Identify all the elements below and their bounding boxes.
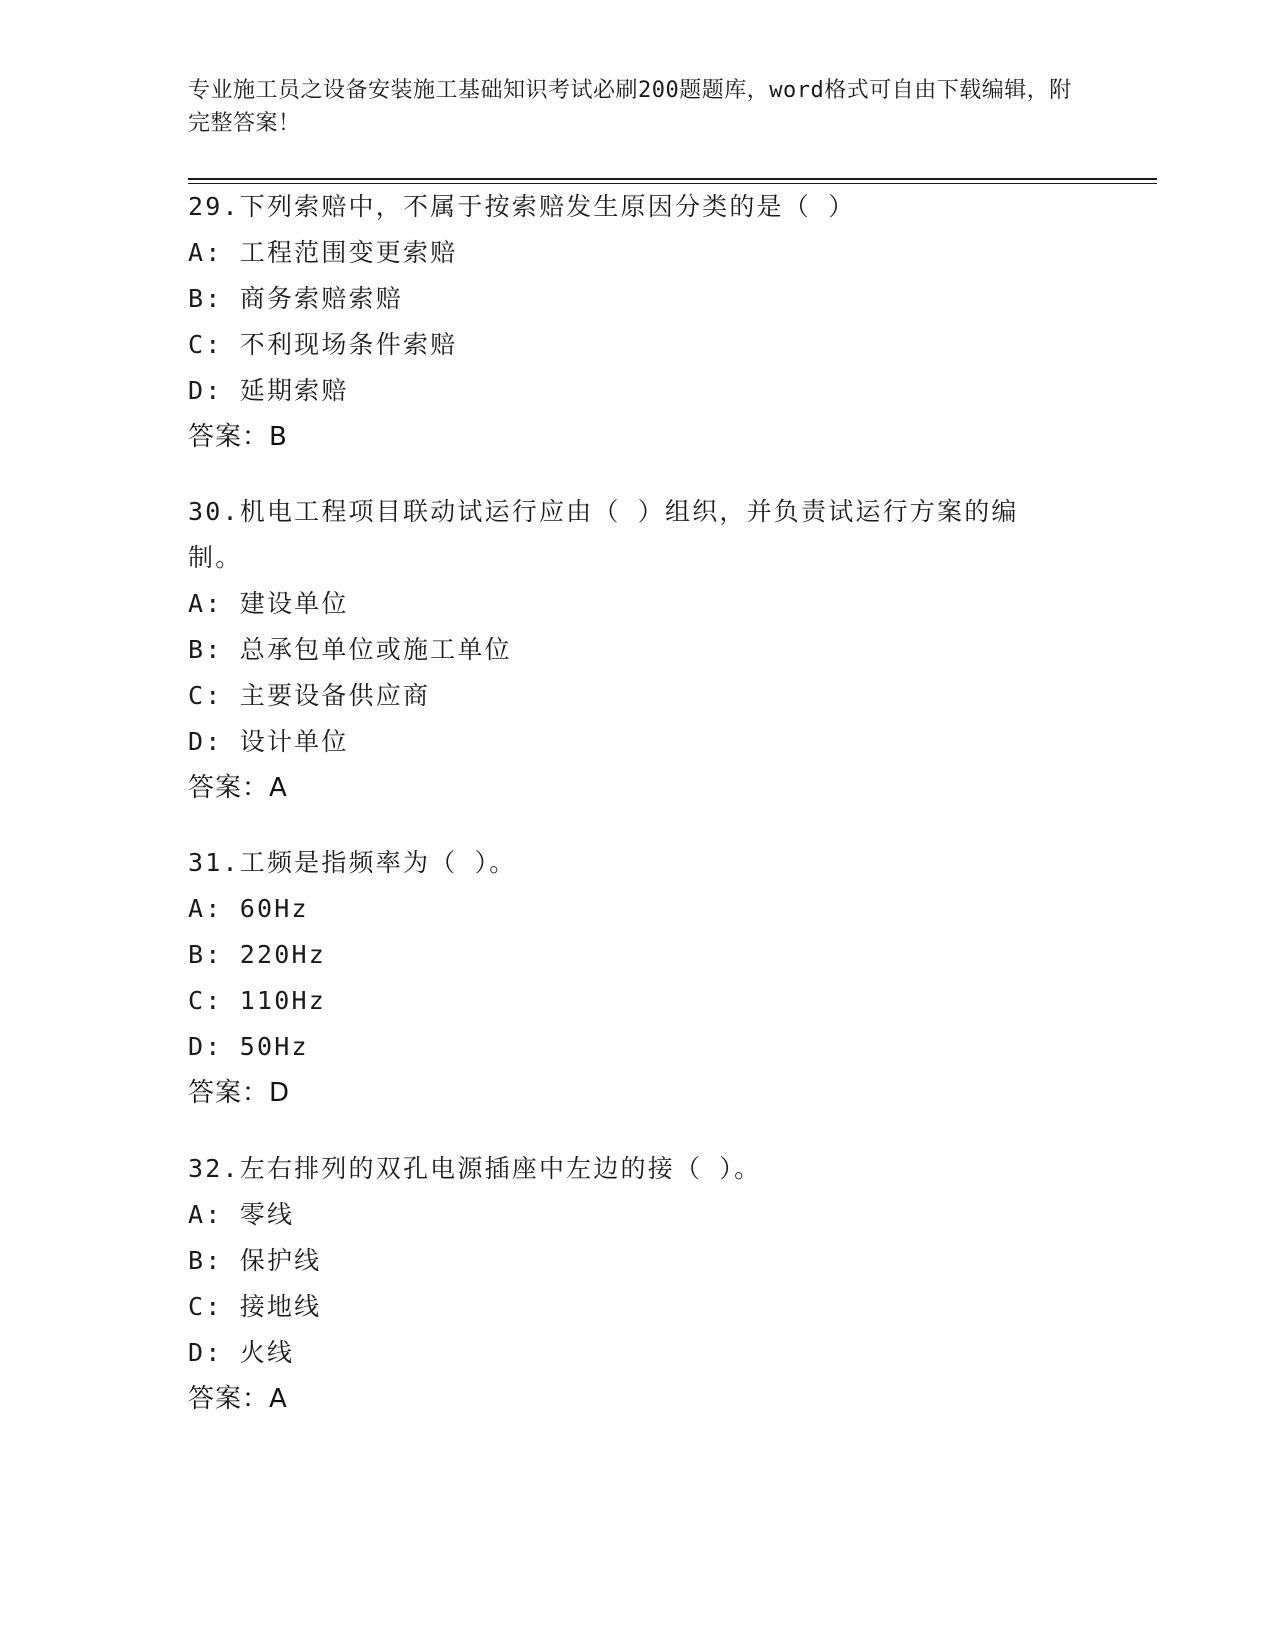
option-a: A: 60Hz — [188, 894, 309, 923]
answer: 答案：D — [188, 1078, 291, 1108]
question-30 — [188, 489, 1088, 811]
question-stem: 32.左右排列的双孔电源插座中左边的接（ ）。 — [188, 1154, 762, 1183]
option-d: D: 火线 — [188, 1338, 295, 1367]
option-b: B: 总承包单位或施工单位 — [188, 635, 512, 664]
answer: 答案：A — [188, 1384, 288, 1414]
option-d: D: 设计单位 — [188, 727, 349, 756]
option-b: B: 220Hz — [188, 940, 327, 969]
header-divider-thick — [188, 178, 1157, 180]
option-c: C: 主要设备供应商 — [188, 681, 431, 710]
question-31 — [188, 840, 1088, 1116]
question-stem: 29.下列索赔中，不属于按索赔发生原因分类的是（ ） — [188, 192, 856, 221]
answer: 答案：A — [188, 773, 288, 803]
option-c: C: 不利现场条件索赔 — [188, 330, 458, 359]
option-a: A: 建设单位 — [188, 589, 349, 618]
option-d: D: 50Hz — [188, 1032, 309, 1061]
option-a: A: 工程范围变更索赔 — [188, 238, 458, 267]
question-stem: 31.工频是指频率为（ ）。 — [188, 848, 517, 877]
option-c: C: 110Hz — [188, 986, 327, 1015]
question-32 — [188, 1146, 1088, 1422]
answer: 答案：B — [188, 422, 288, 452]
question-29 — [188, 184, 1088, 460]
option-b: B: 商务索赔索赔 — [188, 284, 403, 313]
header-description: 专业施工员之设备安装施工基础知识考试必刷200题题库，word格式可自由下载编辑，附完整答案！ — [188, 78, 1072, 136]
option-d: D: 延期索赔 — [188, 376, 349, 405]
option-b: B: 保护线 — [188, 1246, 322, 1275]
option-a: A: 零线 — [188, 1200, 295, 1229]
question-stem: 30.机电工程项目联动试运行应由（ ）组织，并负责试运行方案的编制。 — [188, 497, 1019, 572]
option-c: C: 接地线 — [188, 1292, 322, 1321]
